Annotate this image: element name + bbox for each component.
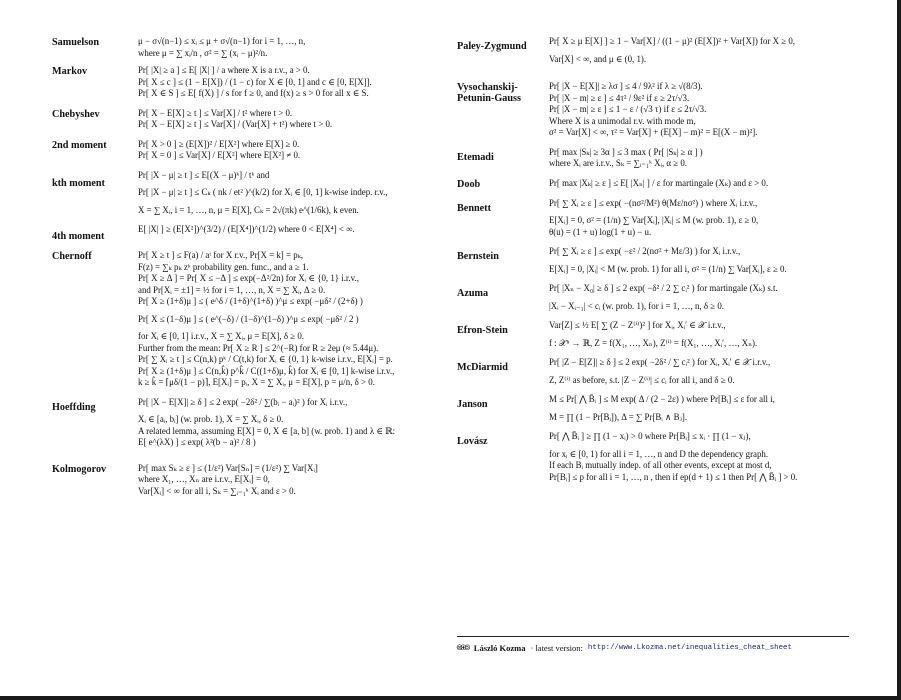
formula-line: σ² = Var[X] < ∞, τ² = Var[X] + (E[X] − m)² = E[(X − m)²].: [549, 127, 758, 137]
inequality-name: Etemadi: [457, 151, 494, 163]
inequality-name: McDiarmid: [457, 362, 508, 373]
formula-line: Pr[ X − E[X] ≥ t ] ≤ Var[X] / (Var[X] + t²) where t > 0.: [138, 119, 333, 129]
left-column: [52, 36, 444, 497]
formula-line: Var[Z] ≤ ½ E[ ∑ (Z − Z⁽ⁱ⁾)² ] for Xᵢ, Xᵢ′ ∈ 𝒳 i.r.v.,: [549, 320, 726, 330]
formula-line: Pr[ X ≥ μ E[X] ] ≥ 1 − Var[X] / ((1 − μ)² (E[X])² + Var[X]) for X ≥ 0,: [549, 36, 795, 46]
formula-line: Var[X] < ∞, and μ ∈ (0, 1).: [549, 53, 647, 64]
inequality-name: Bernstein: [457, 251, 499, 262]
entry-chernoff: [52, 250, 444, 389]
formula-line: F(z) = ∑ₖ pₖ zᵏ probability gen. func., and a ≥ 1.: [138, 261, 309, 272]
formula-line: A related lemma, assuming E[X] = 0, X ∈ [a, b] (w. prob. 1) and λ ∈ ℝ:: [138, 425, 395, 436]
inequality-name: Chernoff: [52, 251, 92, 262]
latest-version-label: · latest version:: [530, 643, 583, 653]
inequality-body: [549, 394, 849, 423]
inequality-body: [138, 463, 444, 498]
inequality-body: [138, 397, 444, 455]
inequality-body: [549, 198, 849, 239]
formula-line: [138, 449, 444, 455]
inequality-body: [138, 250, 444, 389]
inequality-name: Janson: [457, 399, 488, 410]
formula-line: Pr[ |X − μ| ≥ t ] ≤ Cₖ ( nk / et² )^(k/2) for Xᵢ ∈ [0, 1] k-wise indep. r.v.,: [138, 187, 388, 197]
formula-line: where X₁, …, Xₙ are i.r.v., E[Xᵢ] = 0,: [138, 474, 270, 484]
inequality-name: Chebyshev: [52, 108, 100, 120]
inequality-body: [549, 147, 849, 170]
formula-line: Pr[ X ≥ t ] ≤ F(a) / aᵗ for X r.v., Pr[X = k] = pₖ,: [138, 250, 304, 260]
formula-line: f : 𝒳ⁿ → ℝ, Z = f(X₁, …, Xₙ), Z⁽ⁱ⁾ = f(X₁, …, Xᵢ′, …, Xₙ).: [549, 337, 758, 348]
formula-line: Pr[ |Z − E[Z]| ≥ δ ] ≤ 2 exp( −2δ² / ∑ cᵢ² ) for Xᵢ, Xᵢ′ ∈ 𝒳 i.r.v.,: [549, 357, 771, 367]
entry-markov: [52, 65, 444, 100]
page-edge-right: [897, 0, 901, 700]
formula-line: Pr[ X ≥ (1+δ)μ ] ≤ C(n,k̂) p^k̂ / C((1+δ)μ, k̂) for Xᵢ ∈ [0, 1] k-wise i.r.v.,: [138, 365, 395, 376]
source-link[interactable]: http://www.Lkozma.net/inequalities_cheat_sheet: [587, 644, 792, 652]
formula-line: M = ∏ (1 − Pr[Bᵢ]), Δ = ∑ Pr[Bᵢ ∧ Bⱼ].: [549, 411, 688, 422]
formula-line: Pr[ X ≤ (1−δ)μ ] ≤ ( e^(−δ) / (1−δ)^(1−δ) )^μ ≤ exp( −μδ² / 2 ): [138, 313, 359, 324]
inequality-name: Markov: [52, 66, 88, 77]
formula-line: Z, Z⁽ⁱ⁾ as before, s.t. |Z − Z⁽ⁱ⁾| ≤ cᵢ for all i, and δ ≥ 0.: [549, 374, 735, 385]
formula-line: and Pr[Xᵢ = ±1] = ½ for i = 1, …, n, X = ∑ Xᵢ, Δ ≥ 0.: [138, 284, 326, 295]
inequality-name: Azuma: [457, 288, 489, 299]
inequality-body: [549, 81, 849, 139]
inequality-body: [138, 65, 444, 100]
inequality-body: [138, 36, 444, 59]
formula-line: Pr[ ∑ Xᵢ ≥ t ] ≤ C(n,k) pᵏ / C(t,k) for Xᵢ ∈ {0, 1} k-wise i.r.v., E[Xᵢ] = p.: [138, 354, 393, 364]
inequality-name: 4th moment: [52, 231, 105, 242]
inequality-body: [138, 139, 444, 162]
inequality-name: Paley-Zygmund: [457, 41, 527, 52]
inequality-body: [138, 224, 444, 242]
formula-line: M ≤ Pr[ ⋀ B̄ᵢ ] ≤ M exp( Δ / (2 − 2ε) ) where Pr[Bᵢ] ≤ ε for all i,: [549, 394, 775, 404]
inequality-body: [549, 431, 849, 483]
formula-line: Pr[ max |Xₖ| ≥ ε ] ≤ E[ |Xₙ| ] / ε for martingale (Xₖ) and ε > 0.: [549, 177, 769, 188]
entry-chebyshev: [52, 108, 444, 131]
formula-line: Pr[ |X − m| ≥ ε ] ≤ 1 − ε / (√3 τ) if ε ≤ 2τ/√3.: [549, 104, 707, 114]
formula-line: E[Xᵢ] = 0, σ² = (1/n) ∑ Var[Xᵢ], |Xᵢ| ≤ M (w. prob. 1), ε ≥ 0,: [549, 215, 759, 225]
inequality-name: Bennett: [457, 202, 491, 214]
inequality-name: Doob: [457, 178, 481, 190]
inequality-body: [138, 170, 444, 217]
license-icon: 🅭🅯🄎: [457, 643, 469, 652]
formula-line: Var[Xᵢ] < ∞ for all i, Sₖ = ∑ᵢ₌₁ᵏ Xᵢ and ε > 0.: [138, 485, 296, 496]
formula-line: Pr[ X = 0 ] ≤ Var[X] / E[X²] where E[X²] ≠ 0.: [138, 150, 301, 160]
formula-line: Where X is a unimodal r.v. with mode m,: [549, 115, 696, 126]
formula-line: for Xᵢ ∈ [0, 1] i.r.v., X = ∑ Xᵢ, μ = E[X], δ ≥ 0.: [138, 331, 304, 341]
inequality-name: Kolmogorov: [52, 463, 107, 475]
formula-line: Pr[ X ≤ c ] ≤ (1 − E[X]) / (1 − c) for X ∈ [0, 1] and c ∈ [0, E[X]].: [138, 76, 372, 87]
inequality-name: Samuelson: [52, 37, 99, 48]
formula-line: If each Bᵢ mutually indep. of all other events, except at most d,: [549, 460, 772, 470]
formula-line: Pr[ |Xₙ − X₀| ≥ δ ] ≤ 2 exp( −δ² / 2 ∑ cᵢ² ) for martingale (Xₖ) s.t.: [549, 283, 778, 293]
formula-line: Pr[ X ≥ (1+δ)μ ] ≤ ( e^δ / (1+δ)^(1+δ) )^μ ≤ exp( −μδ² / (2+δ) ): [138, 296, 363, 306]
formula-line: Pr[ ∑ Xᵢ ≥ ε ] ≤ exp( −(nσ²/M²) θ(Mε/nσ²) ) where Xᵢ i.r.v.,: [549, 197, 758, 208]
formula-line: |Xᵢ − Xᵢ₋₁| < cᵢ (w. prob. 1), for i = 1, …, n, δ ≥ 0.: [549, 300, 724, 311]
entry-doob: [457, 178, 849, 190]
inequality-name: Vysochanskij-Petunin-Gauss: [457, 82, 521, 104]
formula-line: μ − σ√(n−1) ≤ xᵢ ≤ μ + σ√(n−1) for i = 1, …, n,: [138, 36, 306, 46]
formula-line: Pr[ |X − m| ≥ ε ] ≤ 4τ² / 9ε² if ε ≥ 2τ/√3.: [549, 92, 690, 103]
entry-bernstein: [457, 246, 849, 275]
formula-line: Pr[ X ≥ Δ ] = Pr[ X ≤ −Δ ] ≤ exp(−Δ²/2n) for Xᵢ ∈ {0, 1} i.r.v.,: [138, 273, 359, 283]
entry-samuelson: [52, 36, 444, 59]
formula-line: Pr[ X − E[X] ≥ t ] ≤ Var[X] / t² where t > 0.: [138, 107, 293, 118]
formula-line: E[ |X| ] ≥ (E[X²])^(3/2) / (E[X⁴])^(1/2) where 0 < E[X⁴] < ∞.: [138, 224, 355, 234]
formula-line: k ≥ k̂ = ⌈μδ/(1 − p)⌉, E[Xᵢ] = pᵢ, X = ∑ Xᵢ, μ = E[X], p = μ/n, δ > 0.: [138, 377, 375, 387]
formula-line: Pr[ ∑ Xᵢ ≥ ε ] ≤ exp( −ε² / 2(nσ² + Mε/3) ) for Xᵢ i.r.v.,: [549, 246, 741, 256]
inequality-name: kth moment: [52, 177, 105, 189]
entry-mcdiarmid: [457, 357, 849, 386]
formula-line: Pr[ ⋀ B̄ᵢ ] ≥ ∏ (1 − xᵢ) > 0 where Pr[Bᵢ] ≤ xᵢ · ∏ (1 − xⱼ),: [549, 431, 751, 441]
inequality-body: [549, 320, 849, 349]
formula-line: Pr[ |X| ≥ a ] ≤ E[ |X| ] / a where X is a r.v., a > 0.: [138, 65, 310, 75]
formula-line: for xᵢ ∈ [0, 1) for all i = 1, …, n and D the dependency graph.: [549, 448, 769, 459]
right-column: [457, 36, 849, 483]
inequality-name: Efron-Stein: [457, 325, 508, 336]
formula-line: where μ = ∑ xᵢ/n , σ² = ∑ (xᵢ − μ)²/n.: [138, 47, 268, 58]
inequality-body: [549, 357, 849, 386]
entry-janson: [457, 394, 849, 423]
inequality-body: [549, 178, 849, 190]
formula-line: Pr[ X > 0 ] ≥ (E[X])² / E[X²] where E[X] ≥ 0.: [138, 138, 300, 149]
entry-efron-stein: [457, 320, 849, 349]
entry-kolmogorov: [52, 463, 444, 498]
formula-line: where Xᵢ are i.r.v., Sₖ = ∑ᵢ₌₁ᵏ Xᵢ, α ≥ 0.: [549, 158, 688, 168]
page-edge-bottom: [0, 696, 901, 700]
formula-line: E[ e^(λX) ] ≤ exp( λ²(b − a)² / 8 ): [138, 437, 256, 447]
entry-azuma: [457, 283, 849, 312]
formula-line: Pr[Bᵢ] ≤ p for all i = 1, …, n , then if ep(d + 1) ≤ 1 then Pr[ ⋀ B̄ᵢ ] > 0.: [549, 471, 798, 482]
entry-2nd-moment: [52, 139, 444, 162]
entry-etemadi: [457, 147, 849, 170]
author-name: László Kozma: [473, 643, 526, 653]
formula-line: Pr[ |X − E[X]| ≥ δ ] ≤ 2 exp( −2δ² / ∑(bᵢ − aᵢ)² ) for Xᵢ i.r.v.,: [138, 396, 348, 407]
entry-vysochanskij-petunin-gauss: [457, 81, 849, 139]
inequality-name: Lovász: [457, 436, 488, 447]
entry-4th-moment: [52, 224, 444, 242]
entry-paley-zygmund: [457, 36, 849, 65]
formula-line: θ(u) = (1 + u) log(1 + u) − u.: [549, 226, 652, 237]
inequality-name: Hoeffding: [52, 401, 96, 413]
entry-hoeffding: [52, 397, 444, 455]
entry-bennett: [457, 198, 849, 239]
formula-line: Further from the mean: Pr[ X ≥ R ] ≤ 2^(−R) for R ≥ 2eμ (≈ 5.44μ).: [138, 342, 379, 353]
formula-line: Pr[ |X − E[X]| ≥ λσ ] ≤ 4 / 9λ² if λ ≥ √(8/3).: [549, 81, 703, 91]
entry-kth-moment: [52, 170, 444, 217]
inequality-name: 2nd moment: [52, 139, 107, 151]
formula-line: Pr[ max |Sₖ| ≥ 3α ] ≤ 3 max ( Pr[ |Sₖ| ≥ α ] ): [549, 146, 703, 157]
inequality-body: [549, 246, 849, 275]
formula-line: Pr[ max Sₖ ≥ ε ] ≤ (1/ε²) Var[Sₙ] = (1/ε²) ∑ Var[Xᵢ]: [138, 462, 318, 473]
formula-line: Xᵢ ∈ [aᵢ, bᵢ] (w. prob. 1), X = ∑ Xᵢ, δ ≥ 0.: [138, 414, 284, 424]
inequality-body: [549, 283, 849, 312]
formula-line: Pr[ |X − μ| ≥ t ] ≤ E[(X − μ)ᵏ] / tᵏ and: [138, 169, 270, 180]
footer: [457, 636, 849, 653]
formula-line: E[Xᵢ] = 0, |Xᵢ| < M (w. prob. 1) for all i, σ² = (1/n) ∑ Var[Xᵢ], ε ≥ 0.: [549, 263, 787, 274]
entry-lov-sz: [457, 431, 849, 483]
inequality-body: [549, 36, 849, 65]
formula-line: Pr[ X ∈ S ] ≤ E[ f(X) ] / s for f ≥ 0, and f(x) ≥ s > 0 for all x ∈ S.: [138, 88, 369, 98]
formula-line: X = ∑ Xᵢ, i = 1, …, n, μ = E[X], Cₖ = 2√(πk) e^(1/6k), k even.: [138, 204, 359, 215]
inequality-body: [138, 108, 444, 131]
